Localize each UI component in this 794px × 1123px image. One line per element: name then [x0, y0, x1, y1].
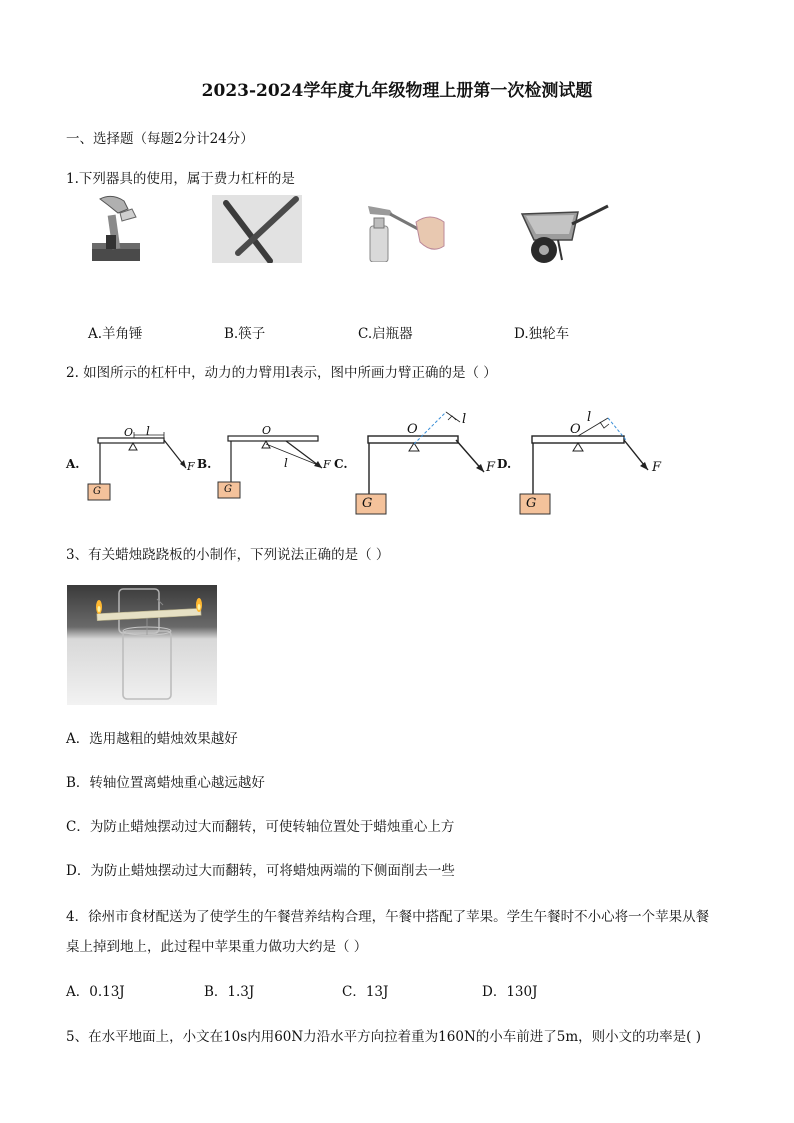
fig-a-o: O — [124, 426, 134, 439]
fig-c-f: F — [486, 460, 496, 475]
fig-d-o: O — [570, 422, 581, 437]
q2-label-a[interactable]: A. — [66, 457, 80, 471]
q1-option-c[interactable]: C.启瓶器 — [358, 326, 413, 342]
lever-figure-a — [84, 420, 204, 506]
question-4-stem-line2: 桌上掉到地上，此过程中苹果重力做功大约是（ ） — [66, 939, 368, 955]
fig-a-l: l — [146, 424, 150, 438]
fig-c-o: O — [407, 422, 418, 437]
q4-option-b[interactable]: B．1.3J — [204, 984, 255, 1000]
bottle-opener-image — [360, 200, 446, 262]
q1-option-b[interactable]: B.筷子 — [224, 326, 266, 342]
fig-c-g: G — [362, 496, 373, 511]
question-1-stem: 1.下列器具的使用，属于费力杠杆的是 — [66, 171, 295, 187]
q4-option-d[interactable]: D．130J — [482, 984, 538, 1000]
section-heading: 一、选择题（每题2分计24分） — [66, 131, 254, 147]
claw-hammer-image — [92, 195, 140, 261]
lever-figure-c — [352, 410, 502, 518]
lever-figure-d — [516, 410, 666, 518]
chopsticks-image — [212, 195, 302, 263]
fig-b-f: F — [323, 458, 331, 471]
question-5-stem: 5、在水平地面上，小文在10s内用60N力沿水平方向拉着重为160N的小车前进了5m，则小文的功率是( ) — [66, 1029, 701, 1045]
fig-b-l: l — [284, 456, 288, 470]
wheelbarrow-image — [518, 194, 610, 268]
q1-option-d[interactable]: D.独轮车 — [514, 326, 570, 342]
candle-seesaw-photo — [67, 585, 217, 705]
fig-a-g: G — [93, 486, 101, 497]
fig-b-g: G — [224, 484, 232, 495]
q3-option-c[interactable]: C．为防止蜡烛摆动过大而翻转，可使转轴位置处于蜡烛重心上方 — [66, 819, 455, 835]
question-3-stem: 3、有关蜡烛跷跷板的小制作，下列说法正确的是（ ） — [66, 547, 390, 563]
q2-label-b[interactable]: B. — [197, 457, 212, 471]
page-title: 2023-2024学年度九年级物理上册第一次检测试题 — [201, 81, 593, 101]
fig-a-f: F — [187, 460, 195, 473]
fig-d-g: G — [526, 496, 537, 511]
question-2-stem: 2. 如图所示的杠杆中，动力的力臂用l表示，图中所画力臂正确的是（ ） — [66, 365, 497, 381]
q3-option-d[interactable]: D．为防止蜡烛摆动过大而翻转，可将蜡烛两端的下侧面削去一些 — [66, 863, 455, 879]
q2-label-d[interactable]: D. — [497, 457, 512, 471]
q4-option-c[interactable]: C．13J — [342, 984, 389, 1000]
fig-d-f: F — [652, 460, 662, 475]
q4-option-a[interactable]: A．0.13J — [66, 984, 125, 1000]
question-4-stem-line1: 4．徐州市食材配送为了使学生的午餐营养结构合理，午餐中搭配了苹果。学生午餐时不小心将一个苹果从餐 — [66, 909, 710, 925]
q2-label-c[interactable]: C. — [334, 457, 348, 471]
q1-option-a[interactable]: A.羊角锤 — [88, 326, 143, 342]
fig-c-l: l — [462, 412, 467, 427]
fig-d-l: l — [587, 410, 592, 425]
q3-option-b[interactable]: B．转轴位置离蜡烛重心越远越好 — [66, 775, 265, 791]
q3-option-a[interactable]: A．选用越粗的蜡烛效果越好 — [66, 731, 238, 747]
fig-b-o: O — [262, 424, 272, 437]
lever-figure-b — [214, 420, 334, 506]
